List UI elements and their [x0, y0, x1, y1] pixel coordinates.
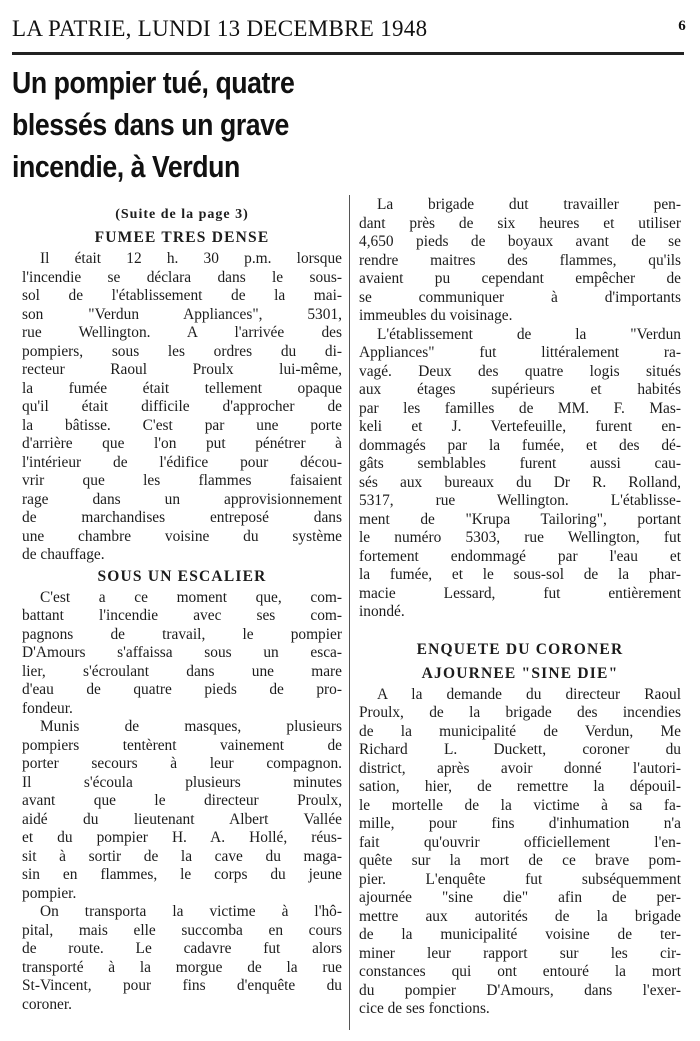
- text-line: ment de "Krupa Tailoring", portant: [359, 510, 681, 528]
- text-line: coroner.: [22, 995, 72, 1013]
- text-line: sit à sortir de la cave du maga-: [22, 847, 342, 865]
- text-line: pompiers, sous les ordres du di-: [22, 342, 342, 360]
- column-divider: [349, 195, 350, 1030]
- text-line: se communiquer à d'importants: [359, 288, 681, 306]
- text-line: l'incendie se déclara dans le sous-: [22, 268, 342, 286]
- section-body: [359, 196, 681, 622]
- text-line: immeubles du voisinage.: [359, 307, 513, 324]
- newspaper-dateline: LA PATRIE, LUNDI 13 DECEMBRE 1948: [12, 16, 428, 41]
- text-line: aux étages supérieurs et habités: [359, 381, 681, 398]
- text-line: de route. Le cadavre fut alors: [22, 940, 342, 957]
- text-line: pompiers tentèrent vainement de: [22, 736, 342, 754]
- text-line: fait qu'ouvrir officiellement l'en-: [359, 833, 681, 851]
- text-line: district, après avoir donné l'autori-: [359, 759, 681, 777]
- text-line: St-Vincent, pour fins d'enquête du: [22, 977, 342, 994]
- text-line: d'arrière que l'on put pénétrer à: [22, 435, 342, 452]
- text-line: sés aux bureaux du Dr R. Rolland,: [359, 473, 681, 491]
- text-line: macie Lessard, fut entièrement: [359, 584, 681, 602]
- headline-line: Un pompier tué, quatre: [12, 65, 295, 100]
- text-line: pier. L'enquête fut subséquemment: [359, 870, 681, 888]
- text-line: avaient pu cependant empêcher de: [359, 270, 681, 287]
- text-line: et du pompier H. A. Hollé, réus-: [22, 829, 342, 846]
- text-line: miner leur rapport sur les cir-: [359, 944, 681, 962]
- text-line: L'établissement de la "Verdun: [377, 325, 681, 343]
- text-line: le numéro 5303, rue Wellington, fut: [359, 529, 681, 546]
- text-line: mettre aux autorités de la brigade: [359, 907, 681, 925]
- text-line: fondeur.: [22, 699, 73, 717]
- text-line: avant que le directeur Proulx,: [22, 792, 342, 809]
- section-heading: SOUS UN ESCALIER: [97, 567, 267, 585]
- text-line: d'eau de quatre pieds de pro-: [22, 681, 342, 698]
- text-line: inondé.: [359, 603, 405, 620]
- text-line: keli et J. Vertefeuille, furent en-: [359, 418, 681, 435]
- text-line: de la municipalité voisine de ter-: [359, 926, 681, 943]
- text-line: Richard L. Duckett, coroner du: [359, 741, 681, 758]
- text-line: 4,650 pieds de boyaux avant de se: [359, 233, 681, 250]
- headline-line: incendie, à Verdun: [12, 149, 240, 184]
- text-line: Il s'écoula plusieurs minutes: [22, 773, 342, 791]
- text-line: recteur Raoul Proulx lui-même,: [22, 361, 342, 378]
- text-line: la bâtisse. C'est par une porte: [22, 416, 342, 434]
- text-line: mille, pour fins d'inhumation n'a: [359, 815, 681, 832]
- text-line: le mortelle de la victime à sa fa-: [359, 796, 681, 814]
- section-heading: AJOURNEE "SINE DIE": [421, 664, 619, 682]
- text-line: pital, mais elle succomba en cours: [22, 921, 342, 939]
- continued-note: (Suite de la page 3): [115, 207, 249, 222]
- text-line: rue Wellington. A l'arrivée des: [22, 324, 342, 341]
- text-line: C'est a ce moment que, com-: [40, 588, 342, 606]
- section-body: [359, 686, 681, 1019]
- text-line: La brigade dut travailler pen-: [377, 196, 681, 213]
- text-line: quête sur la mort de ce brave pom-: [359, 852, 681, 869]
- text-line: de chauffage.: [22, 546, 105, 563]
- text-line: gâts semblables furent aussi cau-: [359, 455, 681, 472]
- text-line: D'Amours s'affaissa sous un esca-: [22, 644, 342, 661]
- text-line: la fumée était tellement opaque: [22, 379, 342, 397]
- text-line: A la demande du directeur Raoul: [377, 685, 681, 703]
- section-body: [22, 250, 342, 565]
- text-line: On transporta la victime à l'hô-: [40, 903, 342, 920]
- left-column: [22, 204, 342, 1014]
- text-line: battant l'incendie avec ses com-: [22, 607, 342, 624]
- page-number: 6: [678, 18, 686, 34]
- text-line: une chambre voisine du système: [22, 527, 342, 545]
- text-line: pagnons de travail, le pompier: [22, 625, 342, 643]
- text-line: 5317, rue Wellington. L'établisse-: [359, 492, 681, 509]
- text-line: son "Verdun Appliances", 5301,: [22, 305, 342, 323]
- section-body: [22, 589, 342, 1015]
- text-line: constances qui ont entouré la mort: [359, 963, 681, 980]
- text-line: Il était 12 h. 30 p.m. lorsque: [40, 250, 342, 267]
- text-line: l'intérieur de l'édifice pour décou-: [22, 453, 342, 471]
- text-line: dommagés par la fumée, et des dé-: [359, 436, 681, 454]
- text-line: Munis de masques, plusieurs: [40, 718, 342, 735]
- headline-line: blessés dans un grave: [12, 107, 289, 142]
- text-line: lier, s'écroulant dans une mare: [22, 662, 342, 680]
- text-line: Appliances" fut littéralement ra-: [359, 344, 681, 361]
- text-line: de la municipalité de Verdun, Me: [359, 722, 681, 740]
- text-line: sin en flammes, le corps du jeune: [22, 866, 342, 883]
- right-column: [359, 196, 681, 1019]
- masthead: [12, 16, 692, 40]
- headline: [12, 62, 304, 188]
- text-line: pompier.: [22, 884, 77, 902]
- text-line: rage dans un approvisionnement: [22, 490, 342, 508]
- text-line: sation, hier, de remettre la dépouil-: [359, 778, 681, 795]
- text-line: qu'il était difficile d'approcher de: [22, 398, 342, 415]
- section-heading: ENQUETE DU CORONER: [416, 640, 624, 658]
- text-line: porter secours à leur compagnon.: [22, 755, 342, 772]
- text-line: ajournée "sine die" afin de per-: [359, 889, 681, 906]
- text-line: fortement endommagé par l'eau et: [359, 547, 681, 565]
- text-line: la fumée, et le sous-sol de la phar-: [359, 566, 681, 583]
- text-line: vagé. Deux des quatre logis situés: [359, 362, 681, 380]
- text-line: par les familles de MM. F. Mas-: [359, 399, 681, 417]
- text-line: aidé du lieutenant Albert Vallée: [22, 810, 342, 828]
- masthead-rule: [12, 52, 684, 55]
- text-line: vrir que les flammes faisaient: [22, 472, 342, 489]
- text-line: de marchandises entreposé dans: [22, 509, 342, 526]
- text-line: du pompier D'Amours, dans l'exer-: [359, 981, 681, 999]
- text-line: dant près de six heures et utiliser: [359, 214, 681, 232]
- text-line: transporté à la morgue de la rue: [22, 958, 342, 976]
- text-line: rendre maitres des flammes, qu'ils: [359, 251, 681, 269]
- text-line: sol de l'établissement de la mai-: [22, 287, 342, 304]
- text-line: Proulx, de la brigade des incendies: [359, 704, 681, 721]
- section-heading: FUMEE TRES DENSE: [94, 229, 270, 246]
- text-line: cice de ses fonctions.: [359, 1000, 490, 1017]
